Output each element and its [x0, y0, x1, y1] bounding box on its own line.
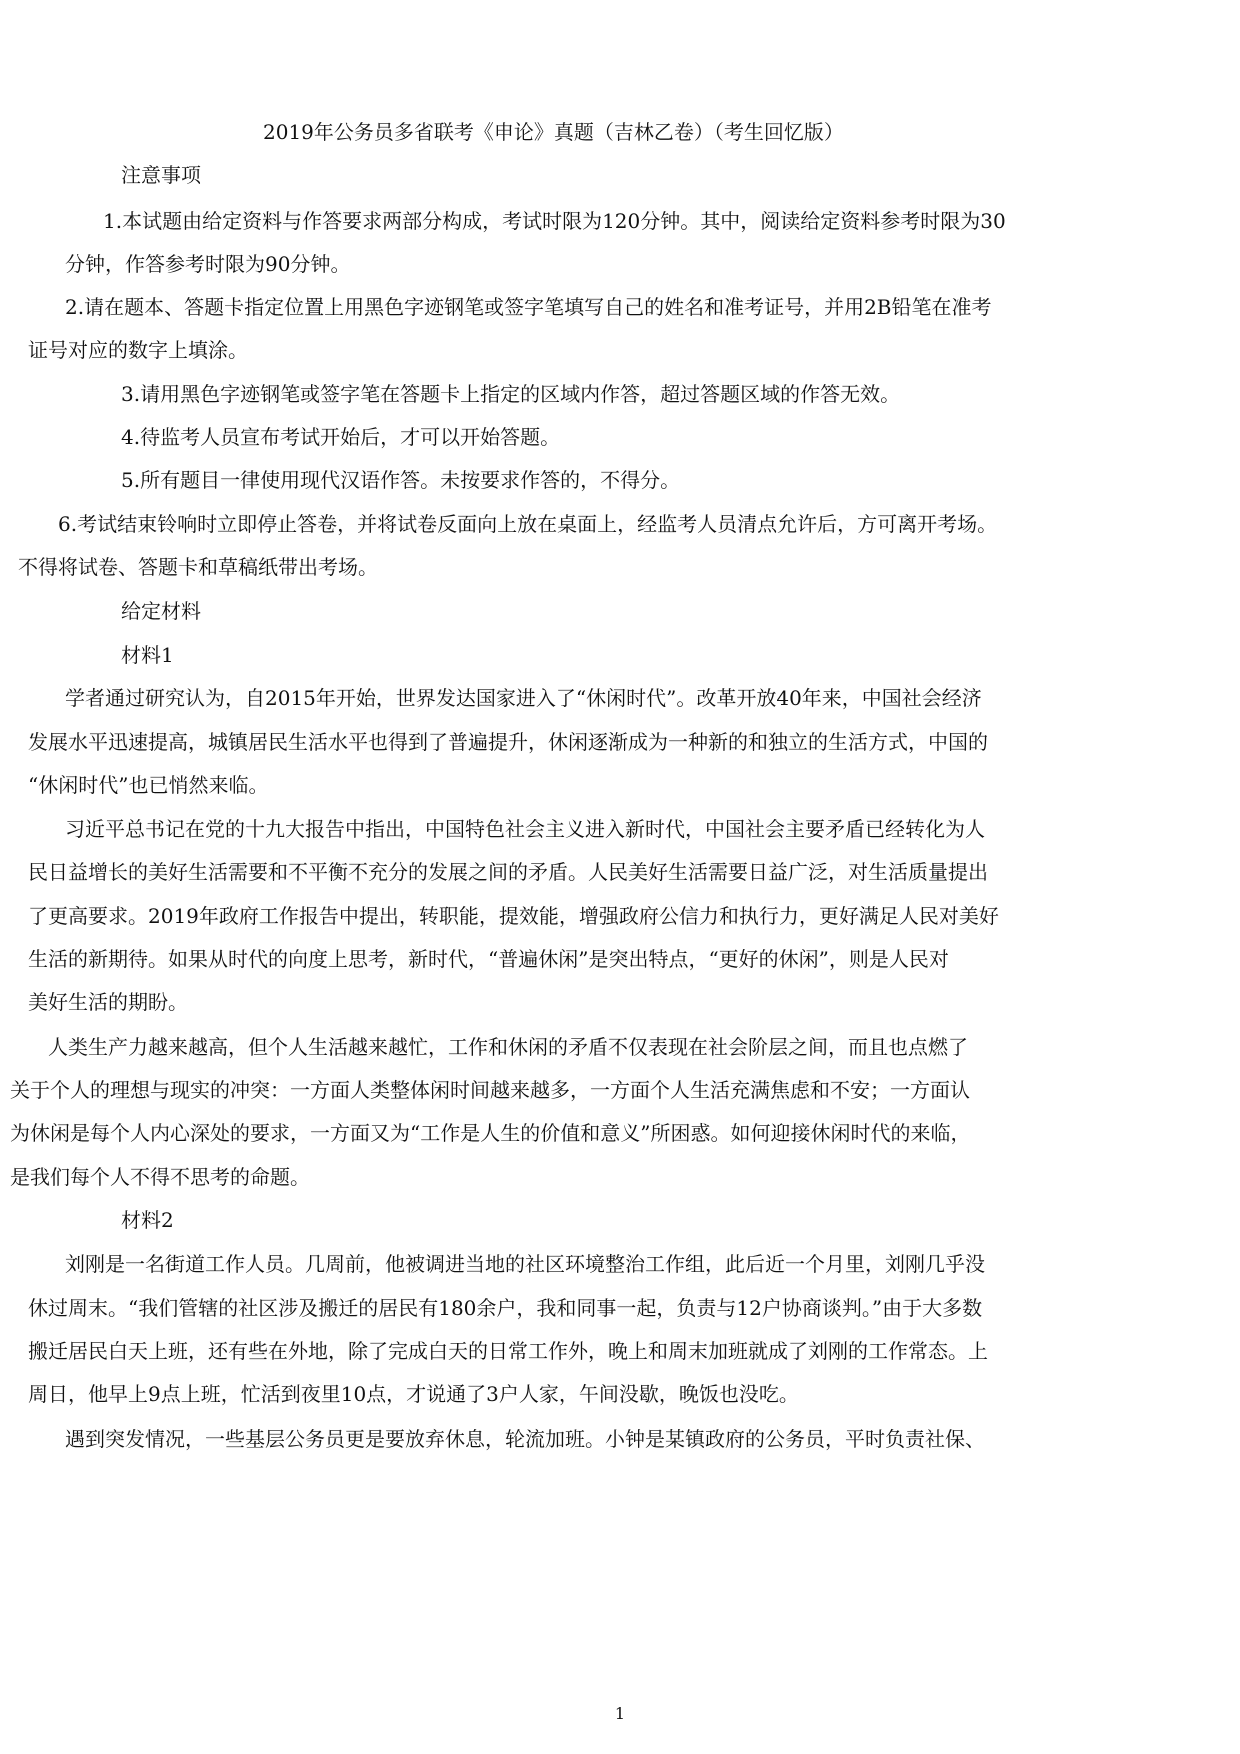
material-1-p3-line-2: 关于个人的理想与现实的冲突：一方面人类整体闲时间越来越多，一方面个人生活充满焦虑和不安；一方面认	[10, 1078, 970, 1102]
material-2-p1-line-1: 刘刚是一名街道工作人员。几周前，他被调进当地的社区环境整治工作组，此后近一个月里，刘刚几乎没	[65, 1252, 985, 1276]
material-2-p1-line-2: 休过周末。“我们管辖的社区涉及搬迁的居民有180余户，我和同事一起，负责与12户协商谈判。”由于大多数	[28, 1296, 983, 1320]
materials-heading: 给定材料	[121, 599, 201, 623]
material-1-p3-line-4: 是我们每个人不得不思考的命题。	[10, 1165, 310, 1189]
notice-item-2-line-2: 证号对应的数字上填涂。	[28, 338, 248, 362]
material-1-p1-line-2: 发展水平迅速提高，城镇居民生活水平也得到了普遍提升，休闲逐渐成为一种新的和独立的生活方式，中国的	[28, 730, 988, 754]
material-1-p3-line-1: 人类生产力越来越高，但个人生活越来越忙，工作和休闲的矛盾不仅表现在社会阶层之间，而且也点燃了	[48, 1035, 968, 1059]
material-1-p2-line-3: 了更高要求。2019年政府工作报告中提出，转职能，提效能，增强政府公信力和执行力，更好满足人民对美好	[28, 904, 999, 928]
document-title: 2019年公务员多省联考《申论》真题（吉林乙卷）（考生回忆版）	[263, 120, 844, 144]
notice-item-4: 4.待监考人员宣布考试开始后，才可以开始答题。	[121, 425, 561, 449]
notice-heading: 注意事项	[121, 163, 201, 187]
material-1-p1-line-1: 学者通过研究认为，自2015年开始，世界发达国家进入了“休闲时代”。改革开放40年来，中国社会经济	[65, 686, 982, 710]
notice-item-2-line-1: 2.请在题本、答题卡指定位置上用黑色字迹钢笔或签字笔填写自己的姓名和准考证号，并用2B铅笔在准考	[65, 295, 992, 319]
material-1-p1-line-3: “休闲时代”也已悄然来临。	[28, 773, 269, 797]
material-2-heading: 材料2	[121, 1208, 174, 1232]
notice-item-3: 3.请用黑色字迹钢笔或签字笔在答题卡上指定的区域内作答，超过答题区域的作答无效。	[121, 382, 901, 406]
material-1-p2-line-1: 习近平总书记在党的十九大报告中指出，中国特色社会主义进入新时代，中国社会主要矛盾已经转化为人	[65, 817, 985, 841]
notice-item-6-line-2: 不得将试卷、答题卡和草稿纸带出考场。	[18, 555, 378, 579]
notice-item-6-line-1: 6.考试结束铃响时立即停止答卷，并将试卷反面向上放在桌面上，经监考人员清点允许后，方可离开考场。	[58, 512, 998, 536]
notice-item-1-line-2: 分钟，作答参考时限为90分钟。	[65, 252, 351, 276]
material-1-heading: 材料1	[121, 643, 174, 667]
page-number: 1	[614, 1704, 626, 1723]
material-1-p2-line-5: 美好生活的期盼。	[28, 990, 188, 1014]
material-2-p1-line-4: 周日，他早上9点上班，忙活到夜里10点，才说通了3户人家，午间没歇，晚饭也没吃。	[28, 1382, 799, 1406]
material-1-p2-line-4: 生活的新期待。如果从时代的向度上思考，新时代，“普遍休闲”是突出特点，“更好的休闲”，则是人民对	[28, 947, 949, 971]
notice-item-1-line-1: 1.本试题由给定资料与作答要求两部分构成，考试时限为120分钟。其中，阅读给定资料参考时限为30	[103, 209, 1006, 233]
notice-item-5: 5.所有题目一律使用现代汉语作答。未按要求作答的，不得分。	[121, 468, 681, 492]
material-1-p3-line-3: 为休闲是每个人内心深处的要求，一方面又为“工作是人生的价值和意义”所困惑。如何迎接休闲时代的来临，	[10, 1121, 971, 1145]
material-2-p1-line-3: 搬迁居民白天上班，还有些在外地，除了完成白天的日常工作外，晚上和周末加班就成了刘刚的工作常态。上	[28, 1339, 988, 1363]
material-1-p2-line-2: 民日益增长的美好生活需要和不平衡不充分的发展之间的矛盾。人民美好生活需要日益广泛，对生活质量提出	[28, 860, 988, 884]
material-2-p2-line-1: 遇到突发情况，一些基层公务员更是要放弃休息，轮流加班。小钟是某镇政府的公务员，平时负责社保、	[65, 1427, 985, 1451]
